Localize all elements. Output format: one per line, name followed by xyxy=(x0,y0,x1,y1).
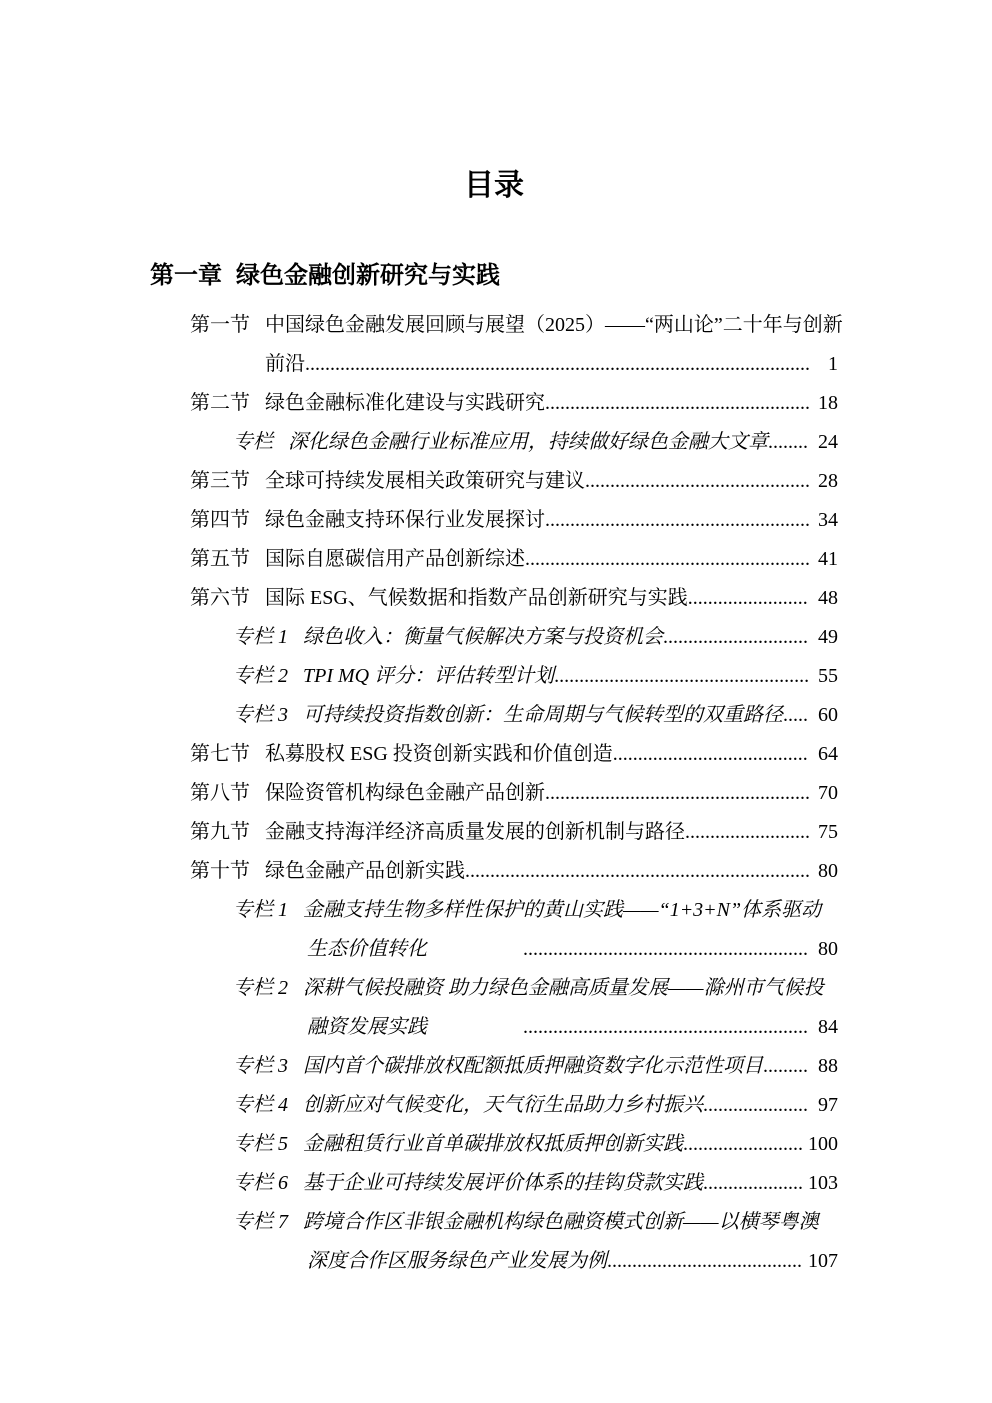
page-number: 41 xyxy=(818,548,838,570)
entry-text: 前沿 xyxy=(265,353,305,375)
entry-label: 第九节 xyxy=(190,821,250,843)
entry-text: 金融支持海洋经济高质量发展的创新机制与路径 xyxy=(265,821,685,843)
entry-label: 专栏 xyxy=(233,431,273,453)
dot-leader xyxy=(465,852,809,891)
toc-entry-continuation xyxy=(150,1008,838,1047)
entry-text: 金融租赁行业首单碳排放权抵质押创新实践 xyxy=(303,1133,683,1155)
entry-text: 基于企业可持续发展评价体系的挂钩贷款实践 xyxy=(303,1172,703,1194)
dot-leader xyxy=(768,423,809,462)
dot-leader xyxy=(763,1047,809,1086)
entry-text: 深度合作区服务绿色产业发展为例 xyxy=(307,1250,607,1272)
entry-label: 第三节 xyxy=(190,470,250,492)
page-number: 100 xyxy=(808,1133,838,1155)
toc-entry-section xyxy=(150,540,838,579)
toc-entry-continuation xyxy=(150,1242,838,1281)
entry-text: 可持续投资指数创新：生命周期与气候转型的双重路径 xyxy=(303,704,783,726)
dot-leader xyxy=(525,540,809,579)
page-number: 55 xyxy=(818,665,838,687)
toc-entry-column xyxy=(150,657,838,696)
dot-leader xyxy=(703,1164,803,1203)
toc-entry-section xyxy=(150,852,838,891)
dot-leader xyxy=(703,1086,809,1125)
toc-entry-column xyxy=(150,1047,838,1086)
page-number: 18 xyxy=(818,392,838,414)
page-number: 24 xyxy=(818,431,838,453)
entry-label: 专栏 1 xyxy=(233,626,288,648)
entry-text: 深耕气候投融资 助力绿色金融高质量发展——滁州市气候投 xyxy=(303,977,824,999)
entry-label: 专栏 3 xyxy=(233,704,288,726)
entry-text: TPI MQ 评分：评估转型计划 xyxy=(303,665,555,687)
entry-text: 国际自愿碳信用产品创新综述 xyxy=(265,548,525,570)
entry-text: 中国绿色金融发展回顾与展望（2025）——“两山论”二十年与创新 xyxy=(265,314,843,336)
toc-entry-section xyxy=(150,813,838,852)
page-number: 80 xyxy=(818,938,838,960)
entry-text: 国内首个碳排放权配额抵质押融资数字化示范性项目 xyxy=(303,1055,763,1077)
entry-text: 私募股权 ESG 投资创新实践和价值创造 xyxy=(265,743,613,765)
toc-entry-section xyxy=(150,306,843,345)
toc-entry-column xyxy=(150,618,838,657)
entry-text: 全球可持续发展相关政策研究与建议 xyxy=(265,470,585,492)
page-number: 34 xyxy=(818,509,838,531)
page-number: 103 xyxy=(808,1172,838,1194)
page-number: 48 xyxy=(818,587,838,609)
dot-leader xyxy=(545,501,809,540)
entry-text: 融资发展实践 xyxy=(307,1016,427,1038)
page-number: 88 xyxy=(818,1055,838,1077)
toc-entry-column xyxy=(150,696,838,735)
toc-entry-section xyxy=(150,735,838,774)
dot-leader xyxy=(523,930,809,969)
toc-entry-section xyxy=(150,579,838,618)
page-number: 97 xyxy=(818,1094,838,1116)
toc-entry-column xyxy=(150,891,838,930)
page-number: 49 xyxy=(818,626,838,648)
entry-label: 第五节 xyxy=(190,548,250,570)
entry-label: 第六节 xyxy=(190,587,250,609)
entry-text: 跨境合作区非银金融机构绿色融资模式创新——以横琴粤澳 xyxy=(303,1211,819,1233)
toc-entry-column xyxy=(150,1125,838,1164)
toc-entry-column xyxy=(150,1203,838,1242)
entry-text: 保险资管机构绿色金融产品创新 xyxy=(265,782,545,804)
toc-entry-column xyxy=(150,423,838,462)
dot-leader xyxy=(613,735,809,774)
entry-label: 专栏 2 xyxy=(233,977,288,999)
dot-leader xyxy=(554,657,809,696)
page-number: 64 xyxy=(818,743,838,765)
entry-label: 第四节 xyxy=(190,509,250,531)
page-number: 70 xyxy=(818,782,838,804)
dot-leader xyxy=(663,618,809,657)
page-number: 107 xyxy=(808,1250,838,1272)
entry-text: 绿色金融支持环保行业发展探讨 xyxy=(265,509,545,531)
entry-text: 国际 ESG、气候数据和指数产品创新研究与实践 xyxy=(265,587,688,609)
entry-label: 第十节 xyxy=(190,860,250,882)
dot-leader xyxy=(545,774,809,813)
entry-label: 第七节 xyxy=(190,743,250,765)
entry-text: 金融支持生物多样性保护的黄山实践——“1+3+N”体系驱动 xyxy=(303,899,822,921)
page-number: 1 xyxy=(828,353,838,375)
page-number: 80 xyxy=(818,860,838,882)
dot-leader xyxy=(683,1125,803,1164)
dot-leader xyxy=(783,696,809,735)
toc-entry-section xyxy=(150,462,838,501)
entry-label: 专栏 6 xyxy=(233,1172,288,1194)
entry-label: 第八节 xyxy=(190,782,250,804)
toc-list xyxy=(150,306,843,1281)
toc-entry-section xyxy=(150,774,838,813)
entry-text: 绿色金融产品创新实践 xyxy=(265,860,465,882)
page-number: 84 xyxy=(818,1016,838,1038)
dot-leader xyxy=(688,579,809,618)
toc-entry-column xyxy=(150,969,838,1008)
dot-leader xyxy=(685,813,809,852)
entry-label: 第二节 xyxy=(190,392,250,414)
chapter-number: 第一章 xyxy=(150,262,222,289)
toc-entry-section xyxy=(150,384,838,423)
toc-entry-column xyxy=(150,1086,838,1125)
page-number: 75 xyxy=(818,821,838,843)
dot-leader xyxy=(585,462,809,501)
entry-text: 创新应对气候变化，天气衍生品助力乡村振兴 xyxy=(303,1094,703,1116)
dot-leader xyxy=(523,1008,809,1047)
entry-text: 生态价值转化 xyxy=(307,938,427,960)
entry-label: 专栏 2 xyxy=(233,665,288,687)
entry-label: 专栏 1 xyxy=(233,899,288,921)
dot-leader xyxy=(545,384,809,423)
entry-label: 专栏 5 xyxy=(233,1133,288,1155)
page-number: 28 xyxy=(818,470,838,492)
entry-label: 专栏 4 xyxy=(233,1094,288,1116)
toc-entry-column xyxy=(150,1164,838,1203)
entry-text: 深化绿色金融行业标准应用，持续做好绿色金融大文章 xyxy=(288,431,768,453)
entry-label: 第一节 xyxy=(190,314,250,336)
chapter-heading xyxy=(150,262,838,290)
chapter-title: 绿色金融创新研究与实践 xyxy=(236,262,500,289)
dot-leader xyxy=(305,345,809,384)
entry-label: 专栏 7 xyxy=(233,1211,288,1233)
page-title: 目录 xyxy=(464,169,524,202)
toc-entry-continuation xyxy=(150,345,838,384)
page-number: 60 xyxy=(818,704,838,726)
entry-text: 绿色收入：衡量气候解决方案与投资机会 xyxy=(303,626,663,648)
toc-entry-continuation xyxy=(150,930,838,969)
entry-text: 绿色金融标准化建设与实践研究 xyxy=(265,392,545,414)
dot-leader xyxy=(607,1242,803,1281)
toc-entry-section xyxy=(150,501,838,540)
entry-label: 专栏 3 xyxy=(233,1055,288,1077)
